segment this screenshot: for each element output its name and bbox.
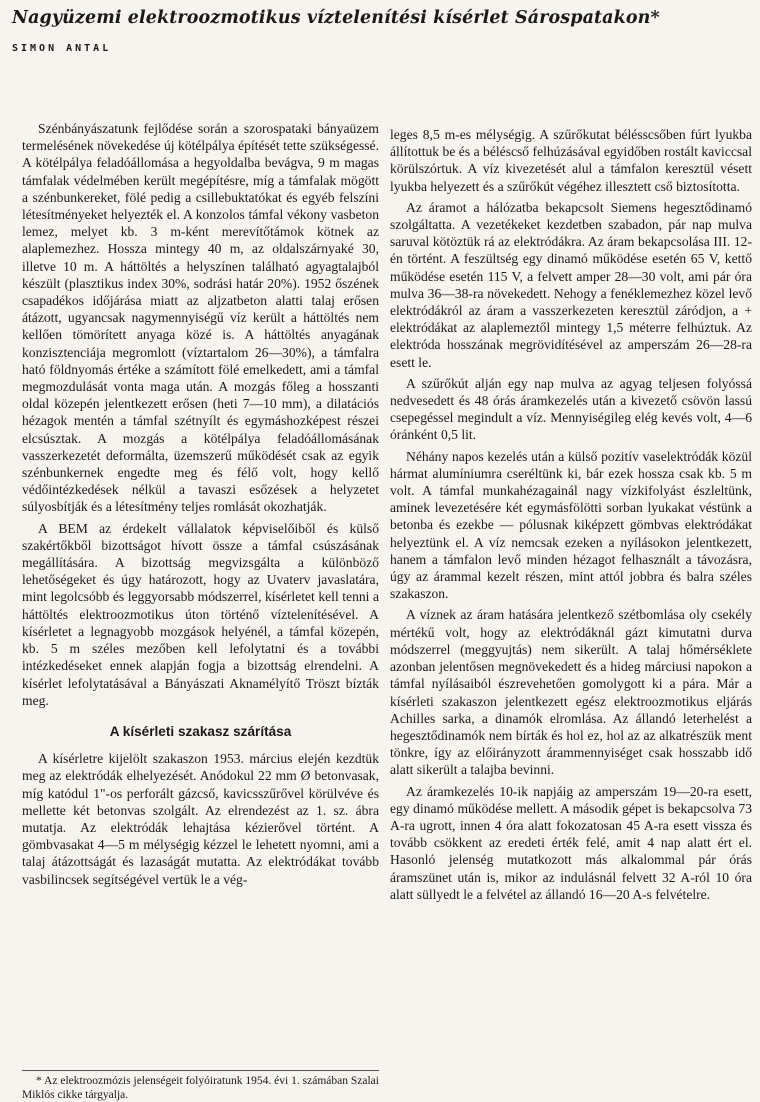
body-paragraph: A kísérletre kijelölt szakaszon 1953. március elején kezdtük meg az elektródák elhelyezését. Anódokul 22 mm Ø betonvasak, míg katódul 1"-os perforált gázcső, kavicsszűrővel körülvéve és mellette két betonvas szolgált. Az elrendezést az 1. sz. ábra mutatja. Az elektródák lehajtása kézierővel történt. A gömbvasakat 4—5 m mélységig kézzel le lehetett nyomni, ami a talaj átázottságát és lazaságát mutatta. Az elektródákat tovább vasbilincsek segítségével vertük le a vég-	[22, 751, 379, 887]
body-paragraph: Néhány napos kezelés után a külső pozitív vaselektródák közül hármat alumíniumra cseréltünk ki, bár ezek hossza csak kb. 5 m volt. A támfal munkahézagainál nagy vízkifolyást észleltünk, aminek levezetésére két egymásfölötti sorban lyukakat véstünk a betonba és ezekbe — pólusnak kiképzett gömbvas elektródákat helyeztünk el. A víz nemcsak ezeken a nyílásokon jelentkezett, hanem a támfalon levő minden hézagot felhasznált a távozásra, úgy az árammal kezelt részen, mint attól jobbra és balra széles szakaszon.	[390, 448, 752, 602]
body-paragraph: A BEM az érdekelt vállalatok képviselőiből és külső szakértőkből bizottságot hívott össze a támfal csúszásának megállítására. A bizottság megvizsgálta a különböző lehetőségeket és úgy határozott, hogy az Uvaterv javaslatára, mint legolcsóbb és leggyorsabb módszerrel, kísérletet kell tenni a háttöltés elektroozmotikus úton történő víztelenítésével. A kísérletet a legnagyobb mozgások helyénél, a támfal közepén, kb. 5 m széles mezőben kell lefolytatni és a további intézkedéseket ennek alapján fogja a bizottság elrendelni. A kísérlet lefolytatásával a Bányászati Aknamélyítő Tröszt bízták meg.	[22, 520, 379, 708]
left-column	[22, 120, 379, 892]
section-heading: A kísérleti szakasz szárítása	[109, 723, 292, 739]
body-paragraph: A víznek az áram hatására jelentkező szétbomlása oly csekély mértékű volt, hogy az elektródáknál gázt kimutatni durva módszerrel (meggyujtás) nem sikerült. A talaj hőmérséklete azonban jelentősen megnövekedett és a hideg márciusi napokon a támfal nyílásaiból észrevehetően gomolygott ki a pára. Már a kísérleti szakaszon jelentkezett egész elektroozmotikus eljárás Achilles sarka, a dinamók elromlása. Az állandó leterhelést a hegesztődinamók nem bírták és hol ez, hol az az alkatrészük ment tönkre, így az előirányzott árammennyiséget csak hosszabb idő alatt sikerült a talajba bevinni.	[390, 607, 752, 778]
footnote	[22, 1070, 379, 1102]
footnote-text: * Az elektroozmózis jelenségeit folyóiratunk 1954. évi 1. számában Szalai Miklós cikke tárgyalja.	[22, 1075, 379, 1101]
article-author: SIMON ANTAL	[12, 43, 112, 54]
body-paragraph: Az áramot a hálózatba bekapcsolt Siemens hegesztődinamó szolgáltatta. A vezetékeket kezdetben szabadon, pár nap mulva saruval kötöztük rá az elektródákra. Az áram bekapcsolása III. 12-én történt. A feszültség egy dinamó működése esetén 65 V, kettő működése esetén 115 V, a felvett amper 28—30 volt, ami pár óra mulva 36—38-ra növekedett. Nehogy a fenéklemezhez közel levő elektródákról az áram a vasszerkezeten keresztül záródjon, a + elektródákat az alaplemeztől mintegy 1,5 méterre felhúztuk. Az elektróda hosszának megrövidítésével az amperszám 26—28-ra esett le.	[390, 199, 752, 370]
body-paragraph: A szűrőkút alján egy nap mulva az agyag teljesen folyóssá nedvesedett és 48 órás áramkezelés után a kivezető csövön lassú csepegéssel megindult a víz. Mennyiségileg elég kevés volt, 4—6 óránként 0,5 lit.	[390, 375, 752, 443]
right-column	[390, 126, 752, 907]
body-paragraph: Az áramkezelés 10-ik napjáig az amperszám 19—20-ra esett, egy dinamó működése mellett. A második gépet is bekapcsolva 73 A-ra ugrott, innen 4 óra alatt fokozatosan 45 A-ra esett vissza és tovább csökkent az eredeti érték felé, amit 4 nap alatt ért el. Hasonló jelenség mutatkozott más alkalommal pár órás áramszünet után is, mikor az indulásnál felvett 32 A-ról 10 óra alatt süllyedt le a felvétel az állandó 16—20 A-s felvételre.	[390, 783, 752, 902]
article-title: Nagyüzemi elektroozmotikus víztelenítési kísérlet Sárospatakon*	[12, 8, 660, 28]
body-paragraph: Szénbányászatunk fejlődése során a szorospataki bányaüzem termelésének növekedése új kötélpálya építését tette szükségessé. A kötélpálya feladóállomása a hegyoldalba bevágva, 9 m magas támfalak védelmében került megépítésre, míg a támfalak mögött a szénbunkereket, fölé pedig a csillebuktatókat és egyéb felszíni létesítményeket helyezték el. A konzolos támfal vékony vasbeton lemez, melyet kb. 3 m-ként merevítőtámok kötnek az alaplemezhez. Hossza mintegy 40 m, az oldalszárnyaké 30, illetve 10 m. A háttöltés a helyszínen található agyagtalajból készült (plasztikus index 30%, sodrási határ 20%). 1952 őszének csapadékos időjárása miatt az aljzatbeton alatti talaj erősen átázott, ugyancsak nagymennyiségű víz került a háttöltés nem kellően tömörített anyaga közé is. A háttöltés anyagának konzisztenciája megromlott (víztartalom 26—30%), a támfalra ható földnyomás értéke a számított fölé emelkedett, ami a támfal megmozdulását vonta maga után. A mozgás főleg a hosszanti oldal közepén jelentkezett erősen (heti 7—10 mm), a dilatációs hézagok mentén a támfal szétnyílt és egymáshozképest részei elcsúsztak. A mozgás a kötélpálya feladóállomásának vasszerkezetét deformálta, üzemszerű működését csak az egyik szénbunkernek engedte meg és félő volt, hogy kellő védőintézkedések nélkül a tavaszi esőzések a helyzetet súlyosbítják és a létesítmény teljes romlását okozhatják.	[22, 121, 379, 515]
body-paragraph-continuation: leges 8,5 m-es mélységig. A szűrőkutat bélésscsőben fúrt lyukba állítottuk be és a béléscső felhúzásával egyidőben rostált kaviccsal körülszórtuk. A víz kivezetését alul a támfalon keresztül vésett lyukba helyezett és a szűrőkút végéhez illesztett cső biztosította.	[390, 127, 752, 194]
